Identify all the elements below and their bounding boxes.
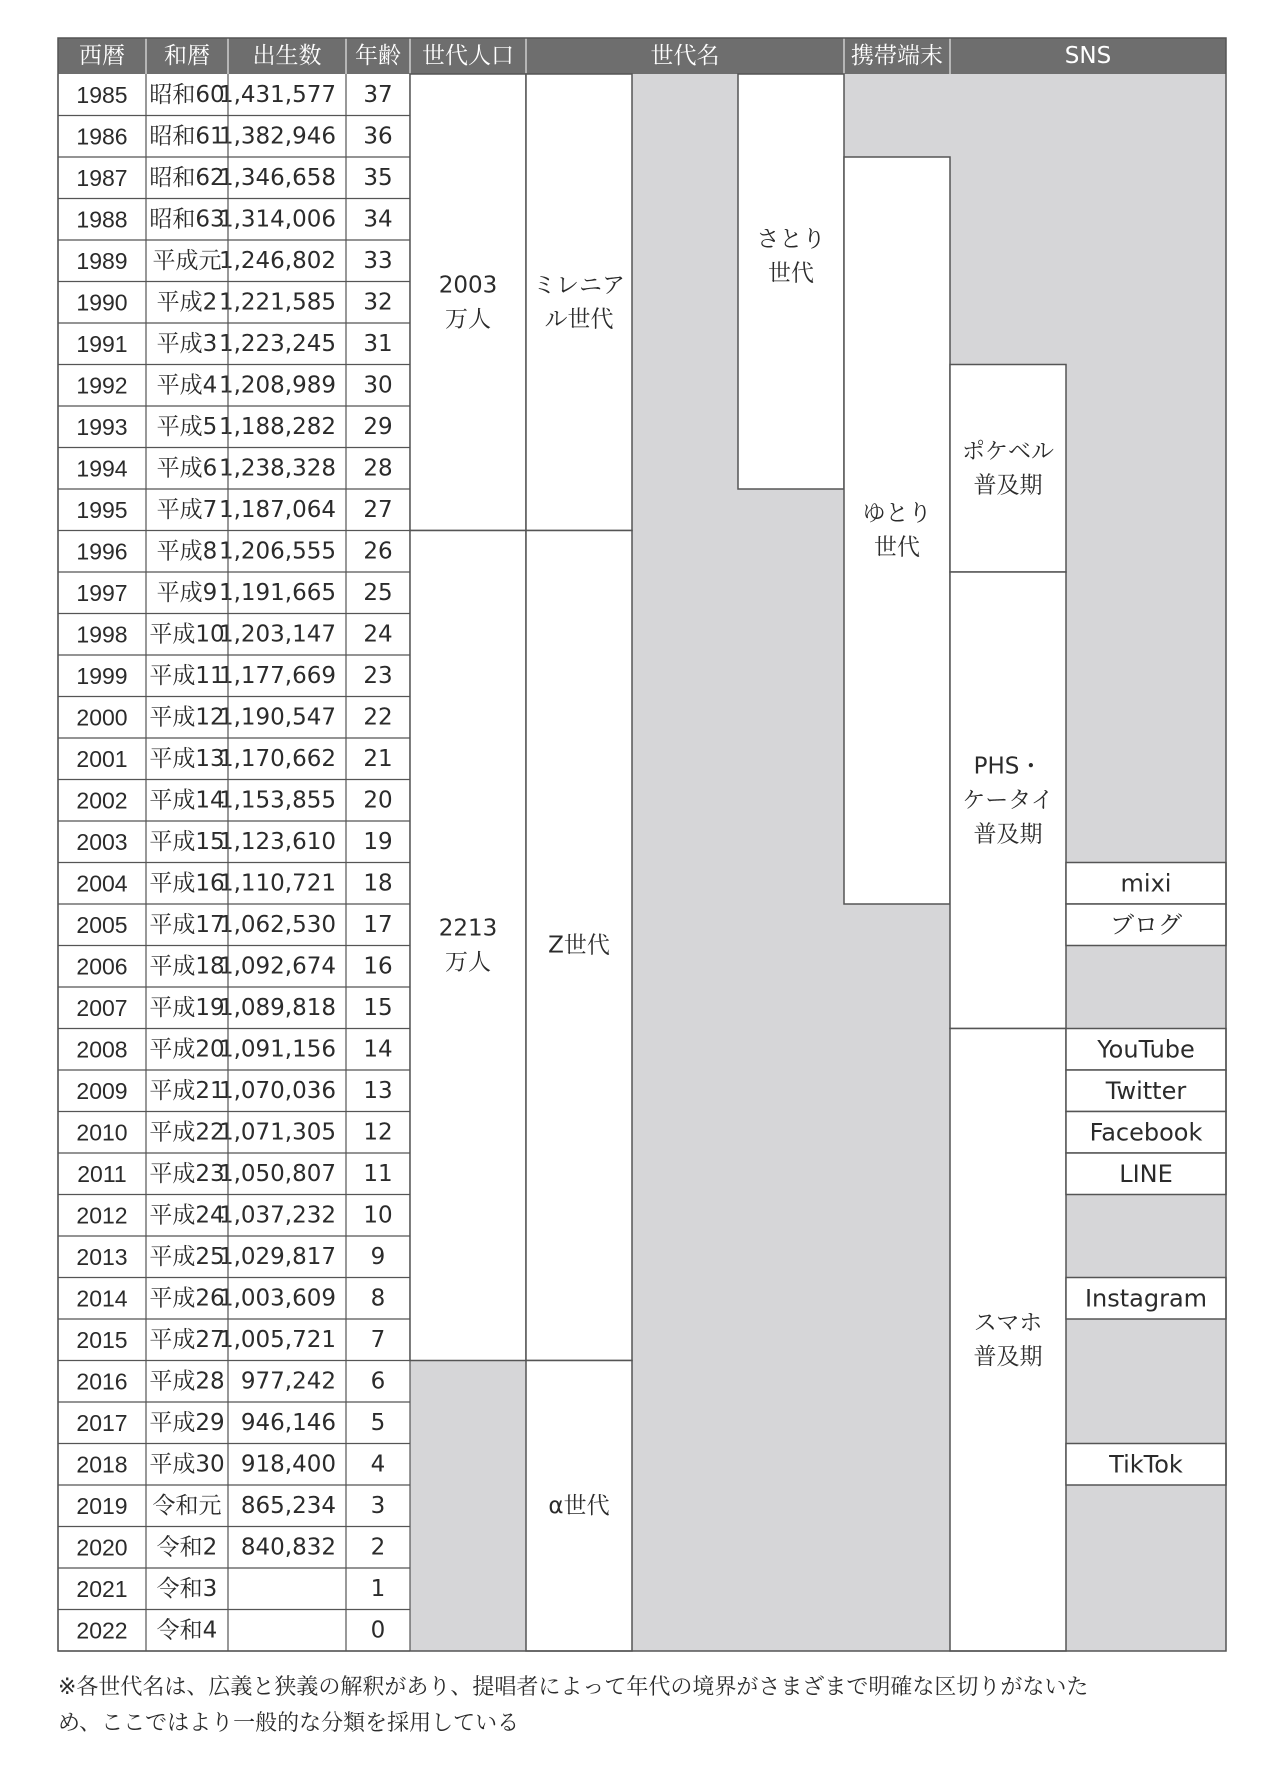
cell-wareki: 平成11 [149, 662, 225, 689]
cell-age: 25 [363, 579, 393, 606]
cell-wareki: 平成3 [156, 330, 218, 357]
cell-wareki: 平成24 [149, 1202, 225, 1229]
cell-wareki: 平成4 [156, 372, 218, 399]
cell-age: 20 [363, 787, 393, 814]
cell-age: 5 [370, 1409, 386, 1436]
cell-births: 1,191,665 [218, 579, 336, 606]
cell-wareki: 平成10 [149, 621, 225, 648]
cell-births: 1,170,662 [218, 745, 336, 772]
cell-births: 1,346,658 [218, 164, 336, 191]
cell-wareki: 平成25 [149, 1243, 225, 1270]
cell-wareki: 令和3 [156, 1575, 218, 1602]
cell-wareki: 平成13 [149, 745, 225, 772]
cell-age: 8 [370, 1285, 386, 1312]
cell-births: 977,242 [240, 1368, 336, 1395]
cell-year: 1998 [76, 621, 128, 648]
cell-births: 1,238,328 [218, 455, 336, 482]
cell-age: 30 [363, 372, 393, 399]
cell-births: 1,050,807 [218, 1160, 336, 1187]
generation-label: ル世代 [544, 306, 614, 333]
population-empty [410, 1361, 526, 1652]
cell-age: 17 [363, 911, 393, 938]
device-label: スマホ [973, 1309, 1043, 1336]
cell-births: 1,246,802 [218, 247, 336, 274]
population-label: 万人 [445, 949, 491, 976]
population-label: 万人 [445, 306, 491, 333]
footnote-line: ※各世代名は、広義と狭義の解釈があり、提唱者によって年代の境界がさまざまで明確な区切りがないた [58, 1675, 1089, 1700]
cell-age: 31 [363, 330, 393, 357]
cell-age: 12 [363, 1119, 393, 1146]
generation-label: ゆとり [862, 500, 932, 527]
cell-wareki: 平成元 [152, 247, 222, 274]
cell-births: 1,005,721 [218, 1326, 336, 1353]
cell-year: 2004 [76, 870, 128, 897]
cell-age: 35 [363, 164, 393, 191]
cell-wareki: 令和元 [152, 1492, 222, 1519]
cell-age: 2 [370, 1534, 386, 1561]
cell-age: 1 [370, 1575, 386, 1602]
cell-year: 2010 [76, 1119, 128, 1146]
cell-year: 2012 [76, 1202, 128, 1229]
cell-births: 1,188,282 [218, 413, 336, 440]
cell-year: 2020 [76, 1534, 128, 1561]
cell-year: 1991 [76, 330, 128, 357]
cell-wareki: 平成9 [156, 579, 218, 606]
cell-year: 1988 [76, 206, 128, 233]
cell-births: 1,223,245 [218, 330, 336, 357]
cell-wareki: 平成29 [149, 1409, 225, 1436]
cell-wareki: 平成21 [149, 1077, 225, 1104]
cell-year: 2005 [76, 911, 128, 938]
cell-year: 1999 [76, 662, 128, 689]
cell-age: 19 [363, 828, 393, 855]
cell-year: 1994 [76, 455, 128, 482]
column-header: 出生数 [252, 43, 322, 69]
cell-year: 2008 [76, 1036, 128, 1063]
cell-year: 1990 [76, 289, 128, 316]
cell-wareki: 平成6 [156, 455, 218, 482]
footnote-line: め、ここではより一般的な分類を採用している [58, 1711, 520, 1736]
cell-wareki: 平成5 [156, 413, 218, 440]
header-bar [58, 38, 1226, 74]
cell-age: 29 [363, 413, 393, 440]
cell-births: 1,203,147 [218, 621, 336, 648]
cell-wareki: 平成12 [149, 704, 225, 731]
cell-year: 2021 [76, 1575, 128, 1602]
cell-year: 2011 [77, 1160, 127, 1187]
cell-age: 24 [363, 621, 393, 648]
cell-wareki: 平成14 [149, 787, 225, 814]
cell-age: 37 [363, 81, 393, 108]
cell-wareki: 平成30 [149, 1451, 225, 1478]
cell-age: 33 [363, 247, 393, 274]
cell-births: 1,314,006 [218, 206, 336, 233]
cell-births: 1,123,610 [218, 828, 336, 855]
cell-wareki: 平成28 [149, 1368, 225, 1395]
cell-wareki: 平成18 [149, 953, 225, 980]
cell-year: 1989 [76, 247, 128, 274]
population-label: 2003 [438, 272, 498, 299]
cell-age: 18 [363, 870, 393, 897]
cell-year: 1992 [76, 372, 128, 399]
cell-births: 1,110,721 [218, 870, 336, 897]
cell-age: 3 [370, 1492, 386, 1519]
column-header: 西暦 [79, 43, 125, 69]
cell-year: 2014 [76, 1285, 128, 1312]
cell-year: 2017 [76, 1409, 128, 1436]
sns-label: LINE [1119, 1159, 1173, 1188]
sns-label: TikTok [1109, 1450, 1183, 1479]
device-label: ポケベル [962, 438, 1054, 465]
cell-year: 1997 [76, 579, 128, 606]
cell-year: 1995 [76, 496, 128, 523]
cell-wareki: 令和2 [156, 1534, 218, 1561]
cell-births: 1,029,817 [218, 1243, 336, 1270]
generation-label: さとり [756, 226, 826, 253]
cell-births: 1,221,585 [218, 289, 336, 316]
cell-wareki: 平成27 [149, 1326, 225, 1353]
cell-wareki: 平成2 [156, 289, 218, 316]
cell-births: 946,146 [240, 1409, 336, 1436]
cell-year: 2019 [76, 1492, 128, 1519]
cell-year: 2007 [76, 994, 128, 1021]
cell-births: 1,206,555 [218, 538, 336, 565]
cell-wareki: 令和4 [156, 1617, 218, 1644]
cell-age: 0 [370, 1617, 386, 1644]
cell-age: 36 [363, 123, 393, 150]
cell-births: 1,431,577 [218, 81, 336, 108]
population-label: 2213 [438, 915, 498, 942]
generation-label: 世代 [874, 534, 920, 561]
cell-births: 918,400 [240, 1451, 336, 1478]
cell-births: 1,071,305 [218, 1119, 336, 1146]
cell-wareki: 昭和63 [149, 206, 225, 233]
device-label: 普及期 [973, 472, 1043, 499]
cell-age: 14 [363, 1036, 393, 1063]
cell-age: 10 [363, 1202, 393, 1229]
column-header: 年齢 [355, 43, 401, 69]
cell-age: 22 [363, 704, 393, 731]
column-header: 携帯端末 [851, 43, 943, 69]
cell-age: 27 [363, 496, 393, 523]
sns-label: Twitter [1105, 1076, 1187, 1105]
cell-births: 1,153,855 [218, 787, 336, 814]
cell-year: 2006 [76, 953, 128, 980]
generation-block [526, 74, 632, 531]
sns-label: Instagram [1084, 1284, 1208, 1313]
device-label: PHS・ [973, 753, 1043, 780]
generation-block [844, 157, 950, 904]
column-header: 世代人口 [422, 43, 514, 69]
cell-wareki: 平成7 [156, 496, 218, 523]
cell-age: 9 [370, 1243, 386, 1270]
sns-label: ブログ [1110, 910, 1182, 939]
cell-births: 1,208,989 [218, 372, 336, 399]
cell-wareki: 昭和61 [149, 123, 225, 150]
generation-label: α世代 [548, 1492, 610, 1519]
cell-births: 1,089,818 [218, 994, 336, 1021]
cell-year: 1993 [76, 413, 128, 440]
cell-year: 2009 [76, 1077, 128, 1104]
cell-births: 840,832 [240, 1534, 336, 1561]
cell-births: 1,187,064 [218, 496, 336, 523]
device-label: 普及期 [973, 821, 1043, 848]
cell-age: 13 [363, 1077, 393, 1104]
cell-year: 2001 [76, 745, 128, 772]
cell-year: 1985 [76, 81, 128, 108]
cell-wareki: 昭和60 [149, 81, 225, 108]
cell-age: 16 [363, 953, 393, 980]
column-header: 和暦 [164, 43, 210, 69]
cell-births: 1,092,674 [218, 953, 336, 980]
cell-wareki: 平成19 [149, 994, 225, 1021]
cell-age: 15 [363, 994, 393, 1021]
cell-age: 32 [363, 289, 393, 316]
cell-wareki: 平成15 [149, 828, 225, 855]
cell-births: 1,177,669 [218, 662, 336, 689]
cell-year: 2022 [76, 1617, 128, 1644]
cell-wareki: 平成16 [149, 870, 225, 897]
cell-births: 1,003,609 [218, 1285, 336, 1312]
cell-age: 7 [370, 1326, 386, 1353]
cell-year: 2000 [76, 704, 128, 731]
cell-year: 1996 [76, 538, 128, 565]
cell-year: 2015 [76, 1326, 128, 1353]
cell-year: 2002 [76, 787, 128, 814]
column-header: SNS [1064, 43, 1112, 69]
cell-wareki: 平成22 [149, 1119, 225, 1146]
cell-year: 2016 [76, 1368, 128, 1395]
cell-age: 4 [370, 1451, 386, 1478]
cell-births: 1,037,232 [218, 1202, 336, 1229]
sns-label: mixi [1120, 869, 1172, 898]
population-block [410, 531, 526, 1361]
cell-wareki: 平成26 [149, 1285, 225, 1312]
cell-wareki: 平成8 [156, 538, 218, 565]
sns-label: Facebook [1089, 1118, 1203, 1147]
cell-births: 865,234 [240, 1492, 336, 1519]
cell-age: 28 [363, 455, 393, 482]
cell-births: 1,062,530 [218, 911, 336, 938]
cell-age: 11 [363, 1160, 393, 1187]
cell-age: 21 [363, 745, 393, 772]
cell-wareki: 平成20 [149, 1036, 225, 1063]
generation-label: 世代 [768, 260, 814, 287]
cell-year: 2018 [76, 1451, 128, 1478]
generation-label: ミレニア [533, 272, 625, 299]
device-label: 普及期 [973, 1343, 1043, 1370]
cell-year: 2013 [76, 1243, 128, 1270]
device-block [950, 365, 1066, 573]
generation-label: Z世代 [548, 932, 610, 959]
sns-label: YouTube [1097, 1035, 1195, 1064]
cell-births: 1,190,547 [218, 704, 336, 731]
cell-year: 1986 [76, 123, 128, 150]
cell-age: 34 [363, 206, 393, 233]
column-header: 世代名 [650, 43, 720, 69]
cell-wareki: 平成23 [149, 1160, 225, 1187]
cell-births: 1,070,036 [218, 1077, 336, 1104]
device-block [950, 1029, 1066, 1652]
cell-year: 1987 [76, 164, 128, 191]
footnote [58, 1670, 1238, 1742]
population-block [410, 74, 526, 531]
cell-births: 1,382,946 [218, 123, 336, 150]
cell-wareki: 昭和62 [149, 164, 225, 191]
cell-wareki: 平成17 [149, 911, 225, 938]
cell-age: 23 [363, 662, 393, 689]
cell-births: 1,091,156 [218, 1036, 336, 1063]
device-label: ケータイ [962, 787, 1054, 814]
cell-age: 6 [370, 1368, 386, 1395]
cell-age: 26 [363, 538, 393, 565]
cell-year: 2003 [76, 828, 128, 855]
